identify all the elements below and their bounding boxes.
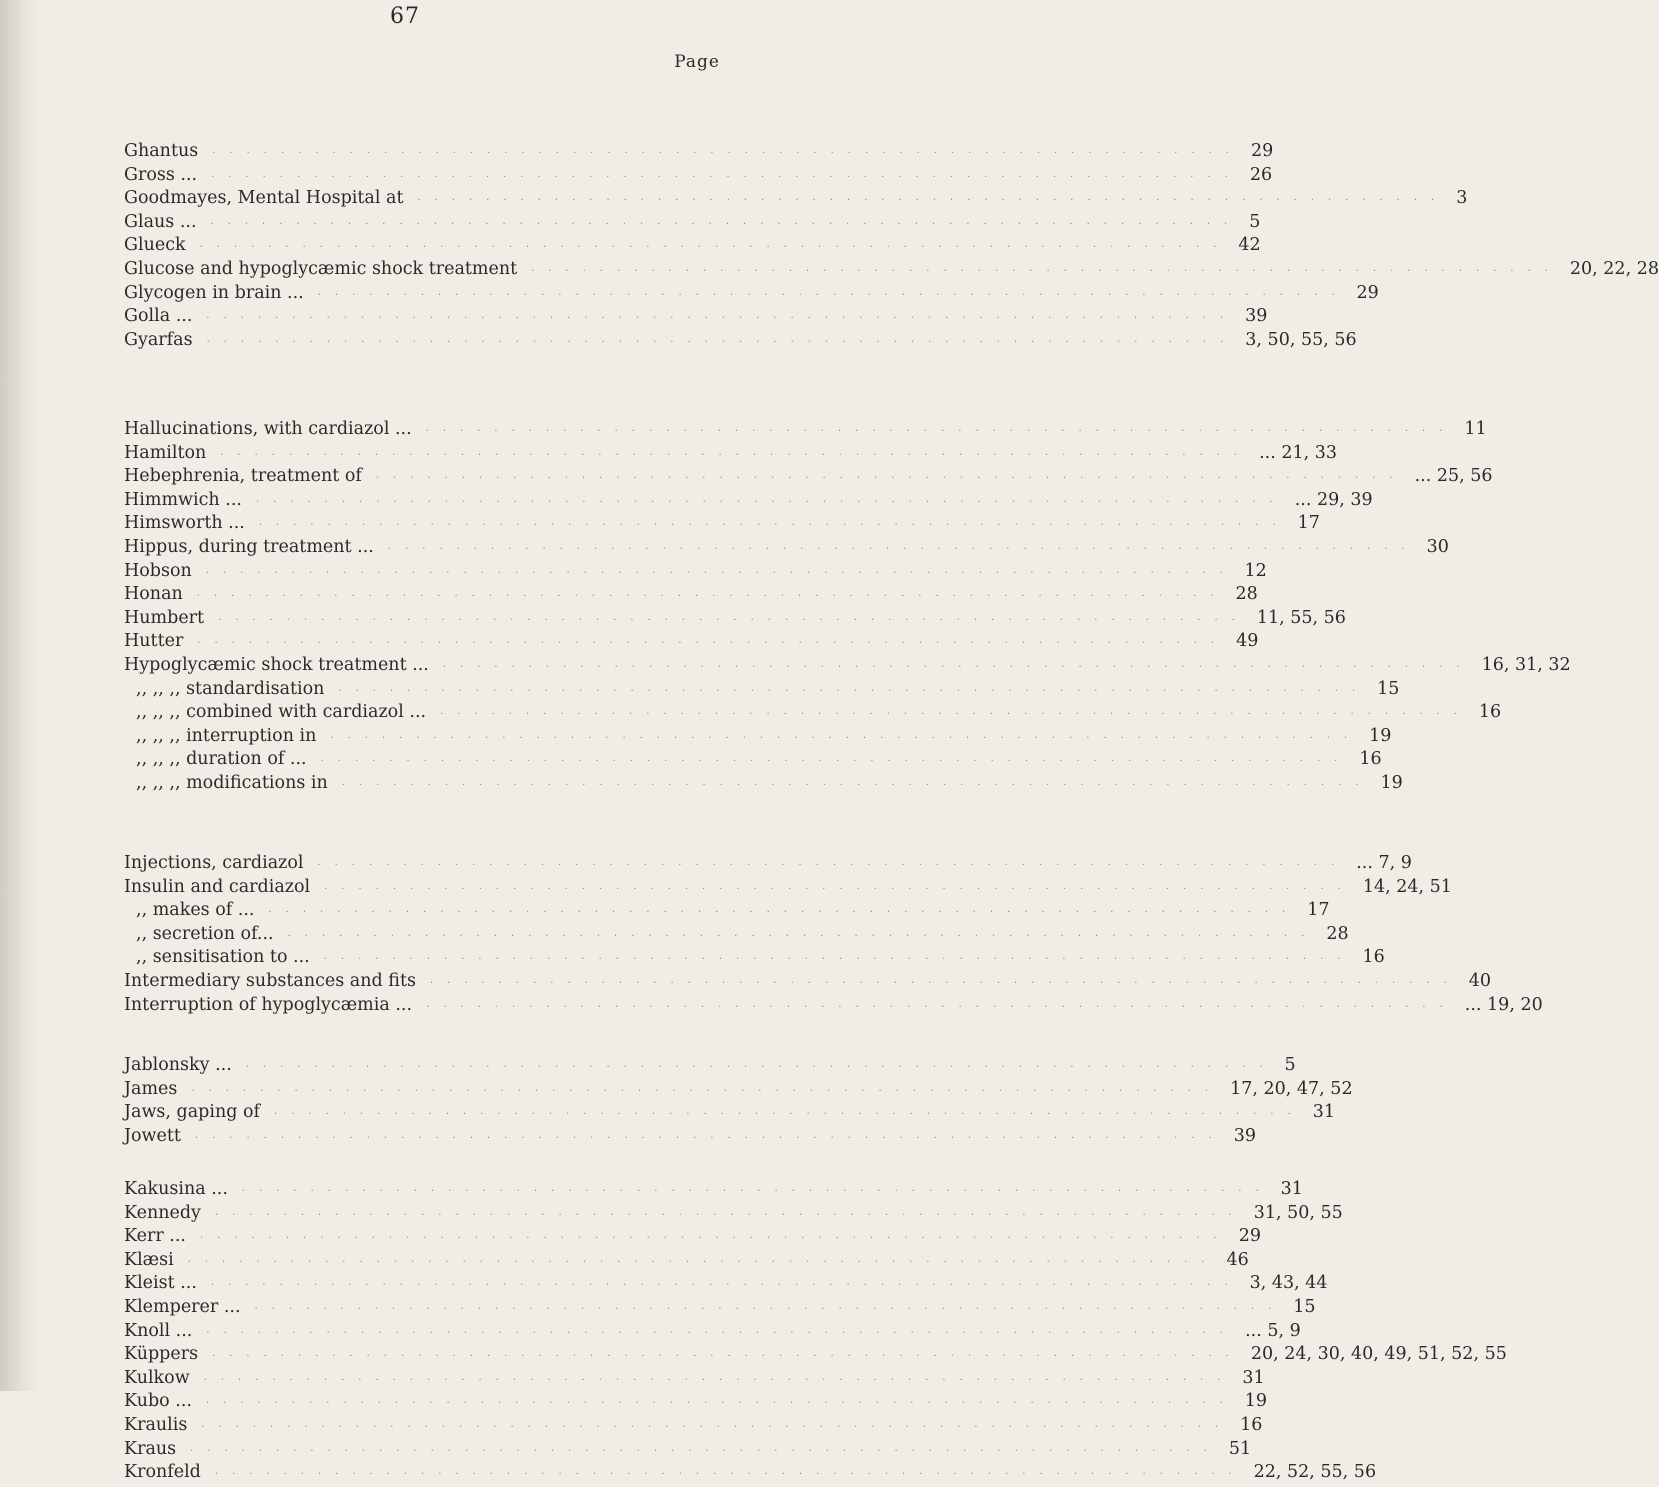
index-term: Hutter bbox=[124, 631, 184, 652]
index-term: Gross ... bbox=[124, 164, 198, 185]
index-term: Injections, cardiazol bbox=[124, 853, 304, 873]
index-section bbox=[124, 852, 1543, 1017]
index-section bbox=[124, 140, 1659, 352]
leader-dots: ···························································· bbox=[442, 661, 1474, 673]
index-term: Hypoglycæmic shock treatment ... bbox=[124, 654, 429, 675]
index-entry bbox=[124, 654, 1571, 678]
leader-dots: ···························································· bbox=[212, 1351, 1243, 1363]
leader-dots: ···························································· bbox=[245, 1062, 1277, 1073]
index-pages: 40 bbox=[1468, 970, 1491, 991]
leader-dots: ···························································· bbox=[258, 520, 1290, 532]
index-term: Humbert bbox=[124, 607, 205, 628]
index-pages: 16 bbox=[1362, 947, 1385, 968]
leader-dots: ···························································· bbox=[212, 148, 1243, 159]
index-term: Glycogen in brain ... bbox=[124, 282, 304, 303]
index-term: Kennedy bbox=[124, 1202, 201, 1223]
index-term: Jablonsky ... bbox=[124, 1055, 232, 1075]
leader-dots: ···························································· bbox=[417, 195, 1449, 207]
index-term: Insulin and cardiazol bbox=[124, 876, 311, 897]
index-pages: 3, 50, 55, 56 bbox=[1245, 329, 1357, 350]
leader-dots: ···························································· bbox=[531, 265, 1562, 277]
index-entry bbox=[124, 630, 1259, 654]
leader-dots: ···························································· bbox=[218, 614, 1249, 626]
index-pages: 29 bbox=[1238, 1226, 1261, 1247]
index-term: Hallucinations, with cardiazol ... bbox=[124, 419, 412, 439]
leader-dots: ···························································· bbox=[287, 930, 1319, 942]
index-entry bbox=[124, 725, 1392, 749]
index-pages: 16 bbox=[1478, 702, 1502, 723]
leader-dots: ···························································· bbox=[429, 977, 1461, 989]
index-pages: 22, 52, 55, 56 bbox=[1253, 1462, 1377, 1483]
index-section bbox=[124, 1178, 1507, 1485]
index-pages: 5 bbox=[1249, 211, 1261, 232]
leader-dots: ···························································· bbox=[194, 1132, 1226, 1144]
leader-dots: ···························································· bbox=[203, 1374, 1235, 1386]
index-entry bbox=[124, 1202, 1343, 1226]
leader-dots: ···························································· bbox=[241, 1186, 1273, 1197]
leader-dots: ···························································· bbox=[211, 171, 1242, 183]
index-term: Kakusina ... bbox=[124, 1179, 228, 1199]
index-pages: 3 bbox=[1456, 188, 1468, 209]
index-term: ,, ,, ,, interruption in bbox=[136, 725, 317, 746]
leader-dots: ···························································· bbox=[201, 1421, 1233, 1433]
index-term: Hebephrenia, treatment of bbox=[124, 466, 362, 487]
index-entry bbox=[124, 442, 1337, 466]
leader-dots: ···························································· bbox=[206, 313, 1238, 325]
leader-dots: ···························································· bbox=[320, 756, 1352, 768]
index-pages: 16 bbox=[1240, 1414, 1263, 1435]
leader-dots: ···························································· bbox=[341, 779, 1373, 791]
index-term: Kraulis bbox=[124, 1414, 188, 1435]
index-pages: 19 bbox=[1369, 725, 1392, 746]
index-entry bbox=[124, 1054, 1296, 1078]
leader-dots: ···························································· bbox=[338, 685, 1370, 697]
index-entry bbox=[124, 465, 1493, 489]
index-term: Hippus, during treatment ... bbox=[124, 536, 374, 557]
index-term: Hamilton bbox=[124, 442, 207, 463]
leader-dots: ···························································· bbox=[324, 883, 1355, 895]
leader-dots: ···························································· bbox=[440, 709, 1471, 721]
leader-dots: ···························································· bbox=[268, 907, 1300, 919]
index-entry bbox=[124, 512, 1320, 536]
index-entry bbox=[124, 140, 1274, 164]
index-term: ,, ,, ,, modifications in bbox=[136, 772, 328, 793]
index-pages: 26 bbox=[1249, 164, 1273, 185]
index-term: Glucose and hypoglycæmic shock treatment bbox=[124, 258, 518, 279]
index-entry bbox=[124, 329, 1357, 353]
index-entry bbox=[124, 234, 1261, 258]
index-pages: ... 19, 20 bbox=[1464, 994, 1543, 1015]
index-pages: 30 bbox=[1426, 536, 1449, 557]
index-entry bbox=[124, 994, 1543, 1018]
index-entry bbox=[124, 1414, 1263, 1438]
index-term: Golla ... bbox=[124, 306, 193, 327]
index-pages: 28 bbox=[1326, 923, 1349, 944]
index-pages: 39 bbox=[1233, 1125, 1256, 1146]
index-entry bbox=[124, 560, 1267, 584]
index-entry bbox=[124, 1225, 1261, 1249]
index-entry bbox=[124, 772, 1403, 796]
index-term: Intermediary substances and fits bbox=[124, 970, 416, 991]
index-entry bbox=[124, 305, 1268, 329]
index-term: ,, ,, ,, duration of ... bbox=[136, 749, 307, 770]
index-entry bbox=[124, 1438, 1252, 1462]
index-entry bbox=[124, 1272, 1328, 1296]
index-entry bbox=[124, 211, 1261, 235]
index-entry bbox=[124, 1078, 1353, 1102]
index-entry bbox=[124, 1125, 1256, 1149]
index-pages: 29 bbox=[1356, 282, 1379, 303]
index-term: Goodmayes, Mental Hospital at bbox=[124, 188, 404, 209]
index-term: ,, makes of ... bbox=[136, 900, 255, 921]
index-term: James bbox=[124, 1078, 178, 1099]
leader-dots: ···························································· bbox=[214, 1209, 1246, 1221]
index-entry bbox=[124, 1367, 1265, 1391]
leader-dots: ···························································· bbox=[323, 954, 1355, 966]
index-term: Kronfeld bbox=[124, 1462, 201, 1483]
index-pages: ... 21, 33 bbox=[1259, 442, 1337, 463]
index-pages: 31 bbox=[1312, 1102, 1336, 1123]
index-term: ,, ,, ,, standardisation bbox=[136, 678, 325, 699]
leader-dots: ···························································· bbox=[206, 336, 1238, 348]
index-pages: ... 5, 9 bbox=[1245, 1320, 1301, 1341]
index-entry bbox=[124, 1390, 1267, 1414]
page-number: 67 bbox=[390, 4, 420, 29]
index-term: Honan bbox=[124, 584, 183, 605]
index-term: Kleist ... bbox=[124, 1273, 197, 1294]
index-entry bbox=[124, 946, 1385, 970]
index-pages: 29 bbox=[1250, 141, 1274, 161]
index-pages: 15 bbox=[1293, 1296, 1316, 1317]
index-term: ,, sensitisation to ... bbox=[136, 947, 310, 968]
index-term: Kraus bbox=[124, 1438, 177, 1459]
index-pages: 5 bbox=[1284, 1055, 1296, 1075]
leader-dots: ···························································· bbox=[274, 1109, 1305, 1121]
index-pages: 28 bbox=[1235, 584, 1258, 605]
index-term: ,, ,, ,, combined with cardiazol ... bbox=[136, 702, 427, 723]
index-term: Kubo ... bbox=[124, 1391, 192, 1412]
index-entry bbox=[124, 164, 1273, 188]
index-term: Himsworth ... bbox=[124, 513, 245, 534]
index-term: Himmwich ... bbox=[124, 489, 242, 510]
page-column-header: Page bbox=[674, 52, 720, 72]
index-pages: 15 bbox=[1377, 678, 1400, 699]
leader-dots: ···························································· bbox=[205, 1398, 1237, 1410]
index-entry bbox=[124, 852, 1412, 876]
index-pages: ... 29, 39 bbox=[1294, 489, 1373, 510]
index-pages: 19 bbox=[1380, 772, 1403, 793]
leader-dots: ···························································· bbox=[317, 860, 1349, 871]
leader-dots: ···························································· bbox=[210, 218, 1242, 230]
leader-dots: ···························································· bbox=[205, 567, 1237, 579]
leader-dots: ···························································· bbox=[199, 1233, 1231, 1245]
index-pages: 31, 50, 55 bbox=[1253, 1202, 1343, 1223]
leader-dots: ···························································· bbox=[191, 1085, 1223, 1097]
index-entry bbox=[124, 1343, 1507, 1367]
index-term: Hobson bbox=[124, 560, 192, 581]
index-term: Jaws, gaping of bbox=[124, 1102, 261, 1123]
leader-dots: ···························································· bbox=[214, 1469, 1246, 1481]
leader-dots: ···························································· bbox=[375, 473, 1407, 485]
index-entry bbox=[124, 1101, 1336, 1125]
leader-dots: ···························································· bbox=[210, 1280, 1242, 1292]
index-entry bbox=[124, 876, 1452, 900]
index-term: Kerr ... bbox=[124, 1226, 186, 1247]
leader-dots: ···························································· bbox=[187, 1256, 1219, 1268]
index-section bbox=[124, 1054, 1353, 1148]
index-pages: ... 25, 56 bbox=[1414, 466, 1493, 487]
index-entry bbox=[124, 1320, 1301, 1344]
index-pages: 31 bbox=[1280, 1179, 1303, 1199]
index-entry bbox=[124, 970, 1491, 994]
index-pages: 14, 24, 51 bbox=[1362, 876, 1452, 897]
index-entry bbox=[124, 282, 1379, 306]
index-term: Klemperer ... bbox=[124, 1296, 241, 1317]
index-term: Küppers bbox=[124, 1344, 199, 1365]
leader-dots: ···························································· bbox=[197, 638, 1229, 650]
index-entry bbox=[124, 187, 1468, 211]
index-pages: 16, 31, 32 bbox=[1481, 654, 1571, 675]
leader-dots: ···························································· bbox=[426, 1001, 1457, 1013]
index-pages: 12 bbox=[1244, 560, 1267, 581]
index-entry bbox=[124, 1178, 1303, 1202]
index-pages: 49 bbox=[1236, 631, 1259, 652]
index-entry bbox=[124, 1461, 1377, 1485]
leader-dots: ···························································· bbox=[206, 1327, 1238, 1339]
index-term: Interruption of hypoglycæmia ... bbox=[124, 994, 413, 1015]
leader-dots: ···························································· bbox=[199, 242, 1231, 254]
index-pages: 17 bbox=[1297, 513, 1320, 534]
index-pages: 16 bbox=[1359, 749, 1382, 770]
index-pages: 42 bbox=[1238, 235, 1261, 256]
index-entry bbox=[124, 418, 1487, 442]
index-pages: 11 bbox=[1464, 419, 1487, 439]
index-entry bbox=[124, 583, 1258, 607]
scan-page-edge bbox=[0, 0, 40, 1391]
index-entry bbox=[124, 489, 1373, 513]
index-entry bbox=[124, 607, 1346, 631]
index-term: Gyarfas bbox=[124, 329, 193, 350]
leader-dots: ···························································· bbox=[220, 449, 1252, 461]
index-entry bbox=[124, 899, 1330, 923]
leader-dots: ···························································· bbox=[317, 289, 1349, 301]
index-entry bbox=[124, 701, 1502, 725]
index-pages: 51 bbox=[1228, 1438, 1252, 1459]
leader-dots: ···························································· bbox=[387, 543, 1419, 555]
index-pages: ... 7, 9 bbox=[1356, 853, 1412, 873]
leader-dots: ···························································· bbox=[190, 1445, 1221, 1457]
index-entry bbox=[124, 1296, 1316, 1320]
index-pages: 20, 24, 30, 40, 49, 51, 52, 55 bbox=[1250, 1344, 1507, 1365]
index-term: Knoll ... bbox=[124, 1320, 193, 1341]
index-pages: 11, 55, 56 bbox=[1256, 607, 1346, 628]
index-entry bbox=[124, 536, 1449, 560]
index-entry bbox=[124, 678, 1400, 702]
index-section bbox=[124, 418, 1571, 796]
index-pages: 31 bbox=[1242, 1367, 1265, 1388]
index-entry bbox=[124, 258, 1659, 282]
leader-dots: ···························································· bbox=[330, 732, 1362, 744]
index-entry bbox=[124, 1249, 1249, 1273]
index-pages: 17 bbox=[1307, 900, 1330, 921]
index-pages: 17, 20, 47, 52 bbox=[1230, 1078, 1353, 1099]
index-pages: 20, 22, 28 bbox=[1569, 258, 1659, 279]
index-term: Jowett bbox=[124, 1125, 181, 1146]
index-pages: 19 bbox=[1244, 1391, 1267, 1412]
leader-dots: ···························································· bbox=[196, 591, 1228, 603]
index-entry bbox=[124, 748, 1382, 772]
index-pages: 39 bbox=[1245, 306, 1268, 327]
index-pages: 3, 43, 44 bbox=[1249, 1273, 1328, 1294]
leader-dots: ···························································· bbox=[254, 1303, 1286, 1315]
index-term: Glaus ... bbox=[124, 211, 197, 232]
index-term: Ghantus bbox=[124, 141, 199, 161]
index-term: Kulkow bbox=[124, 1367, 190, 1388]
index-entry bbox=[124, 923, 1349, 947]
index-term: Glueck bbox=[124, 235, 186, 256]
index-term: Klæsi bbox=[124, 1249, 174, 1270]
leader-dots: ···························································· bbox=[255, 496, 1287, 508]
index-term: ,, secretion of... bbox=[136, 923, 274, 944]
leader-dots: ···························································· bbox=[425, 426, 1457, 437]
index-pages: 46 bbox=[1226, 1249, 1249, 1270]
